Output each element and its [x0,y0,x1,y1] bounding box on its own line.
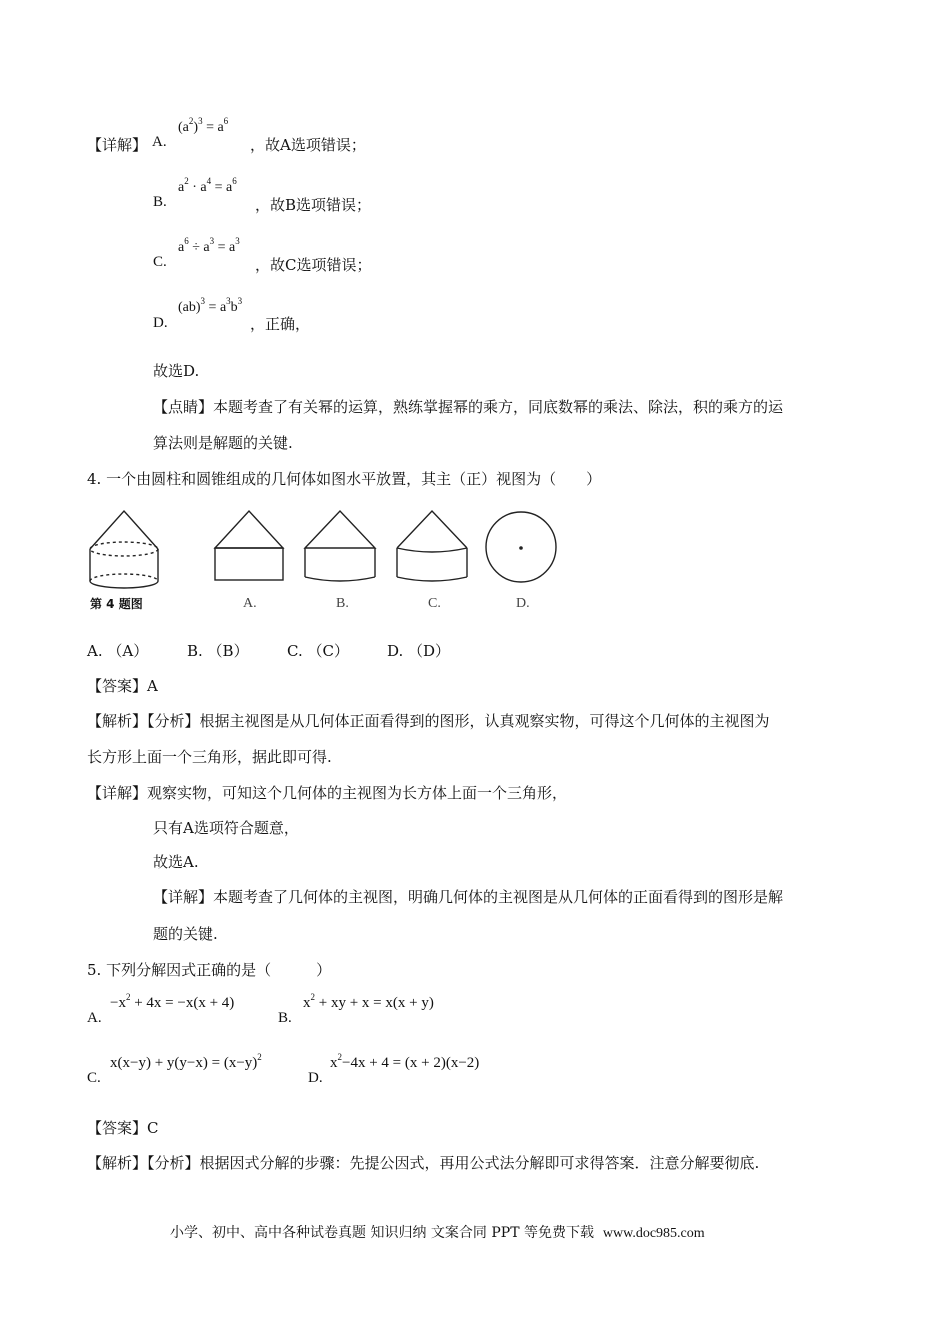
q4-option-b: B. （B） [187,642,249,660]
q5-option-d-label: D. [308,1070,323,1086]
q5-option-b-label: B. [278,1010,292,1026]
option-a-label: A. [152,134,167,150]
figure-option-c [392,505,474,587]
comment-line-1: 【点睛】本题考查了有关幂的运算，熟练掌握幂的乘方，同底数幂的乘法、除法，积的乘方的运 [153,398,784,416]
figure-option-d [482,508,560,586]
q5-option-c-expression: $x(x-y) + y(y-x) = (x-y)^2$ [110,1052,262,1071]
footer-url[interactable]: www.doc985.com [602,1226,705,1241]
option-b-expression: $a^2 \cdot a^4 = a^6$ [178,176,237,195]
option-c-expression: $a^6 \div a^3 = a^3$ [178,236,240,255]
q5-option-b-expression: $x^2$ + xy + x = x(x + y) [303,992,434,1011]
detail-tag: 【详解】 [87,136,148,154]
figure-label-b: B. [336,596,349,611]
question-4-text: 4. 一个由圆柱和圆锥组成的几何体如图水平放置，其主（正）视图为（ ） [87,470,602,488]
q5-analysis: 【解析】【分析】根据因式分解的步骤：先提公因式，再用公式法分解即可求得答案．注意分解要彻底. [87,1154,760,1172]
q4-detail-line-2: 只有A选项符合题意， [153,819,299,837]
option-c-note: ，故C选项错误； [255,256,372,274]
footer [170,1222,705,1242]
q4-analysis-line-1: 【解析】【分析】根据主视图是从几何体正面看得到的图形，认真观察实物，可得这个几何体的主视图为 [87,712,770,730]
q4-option-c: C. （C） [287,642,349,660]
figure-label-d: D. [516,596,530,611]
q5-answer: 【答案】C [87,1119,159,1137]
q4-answer: 【答案】A [87,677,158,695]
option-b-label: B. [153,194,167,210]
choose-answer: 故选D. [153,362,200,380]
q5-option-a-expression: $-x^2 + 4x = -x(x + 4)$ [110,992,235,1011]
footer-text: 小学、初中、高中各种试卷真题 知识归纳 文案合同 PPT 等免费下载 [170,1225,594,1241]
option-b-note: ，故B选项错误； [255,196,372,214]
q4-detail-line-3: 故选A. [153,853,199,871]
figure-caption: 第 4 题图 [90,597,143,611]
comment-line-2: 算法则是解题的关键. [153,434,293,452]
option-d-note: ，正确， [250,315,311,333]
q4-option-d: D. （D） [387,642,451,660]
figure-label-c: C. [428,596,441,611]
figure-option-b [300,505,382,587]
q4-analysis-line-2: 长方形上面一个三角形，据此即可得. [87,748,332,766]
option-a-note: ，故A选项错误； [250,136,366,154]
option-a-expression: $(a^2)^3 = a^6$ [178,116,229,135]
q4-detail-line-1: 【详解】观察实物，可知这个几何体的主视图为长方体上面一个三角形， [87,784,568,802]
option-d-label: D. [153,315,168,331]
q4-detail-line-5: 题的关键. [153,925,218,943]
option-d-expression: $(ab)^3 = a^3b^3$ [178,296,243,315]
q4-detail-line-4: 【详解】本题考查了几何体的主视图，明确几何体的主视图是从几何体的正面看得到的图形是解 [153,888,784,906]
q4-option-a: A. （A） [87,642,149,660]
figure-label-a: A. [243,596,257,611]
q5-option-a-label: A. [87,1010,102,1026]
question-5-text: 5. 下列分解因式正确的是（ ） [87,961,332,979]
figure-option-a [210,505,290,585]
q5-option-c-label: C. [87,1070,101,1086]
q5-option-d-expression: $x^2-4x + 4 = (x + 2)(x-2)$ [330,1052,480,1071]
option-c-label: C. [153,254,167,270]
